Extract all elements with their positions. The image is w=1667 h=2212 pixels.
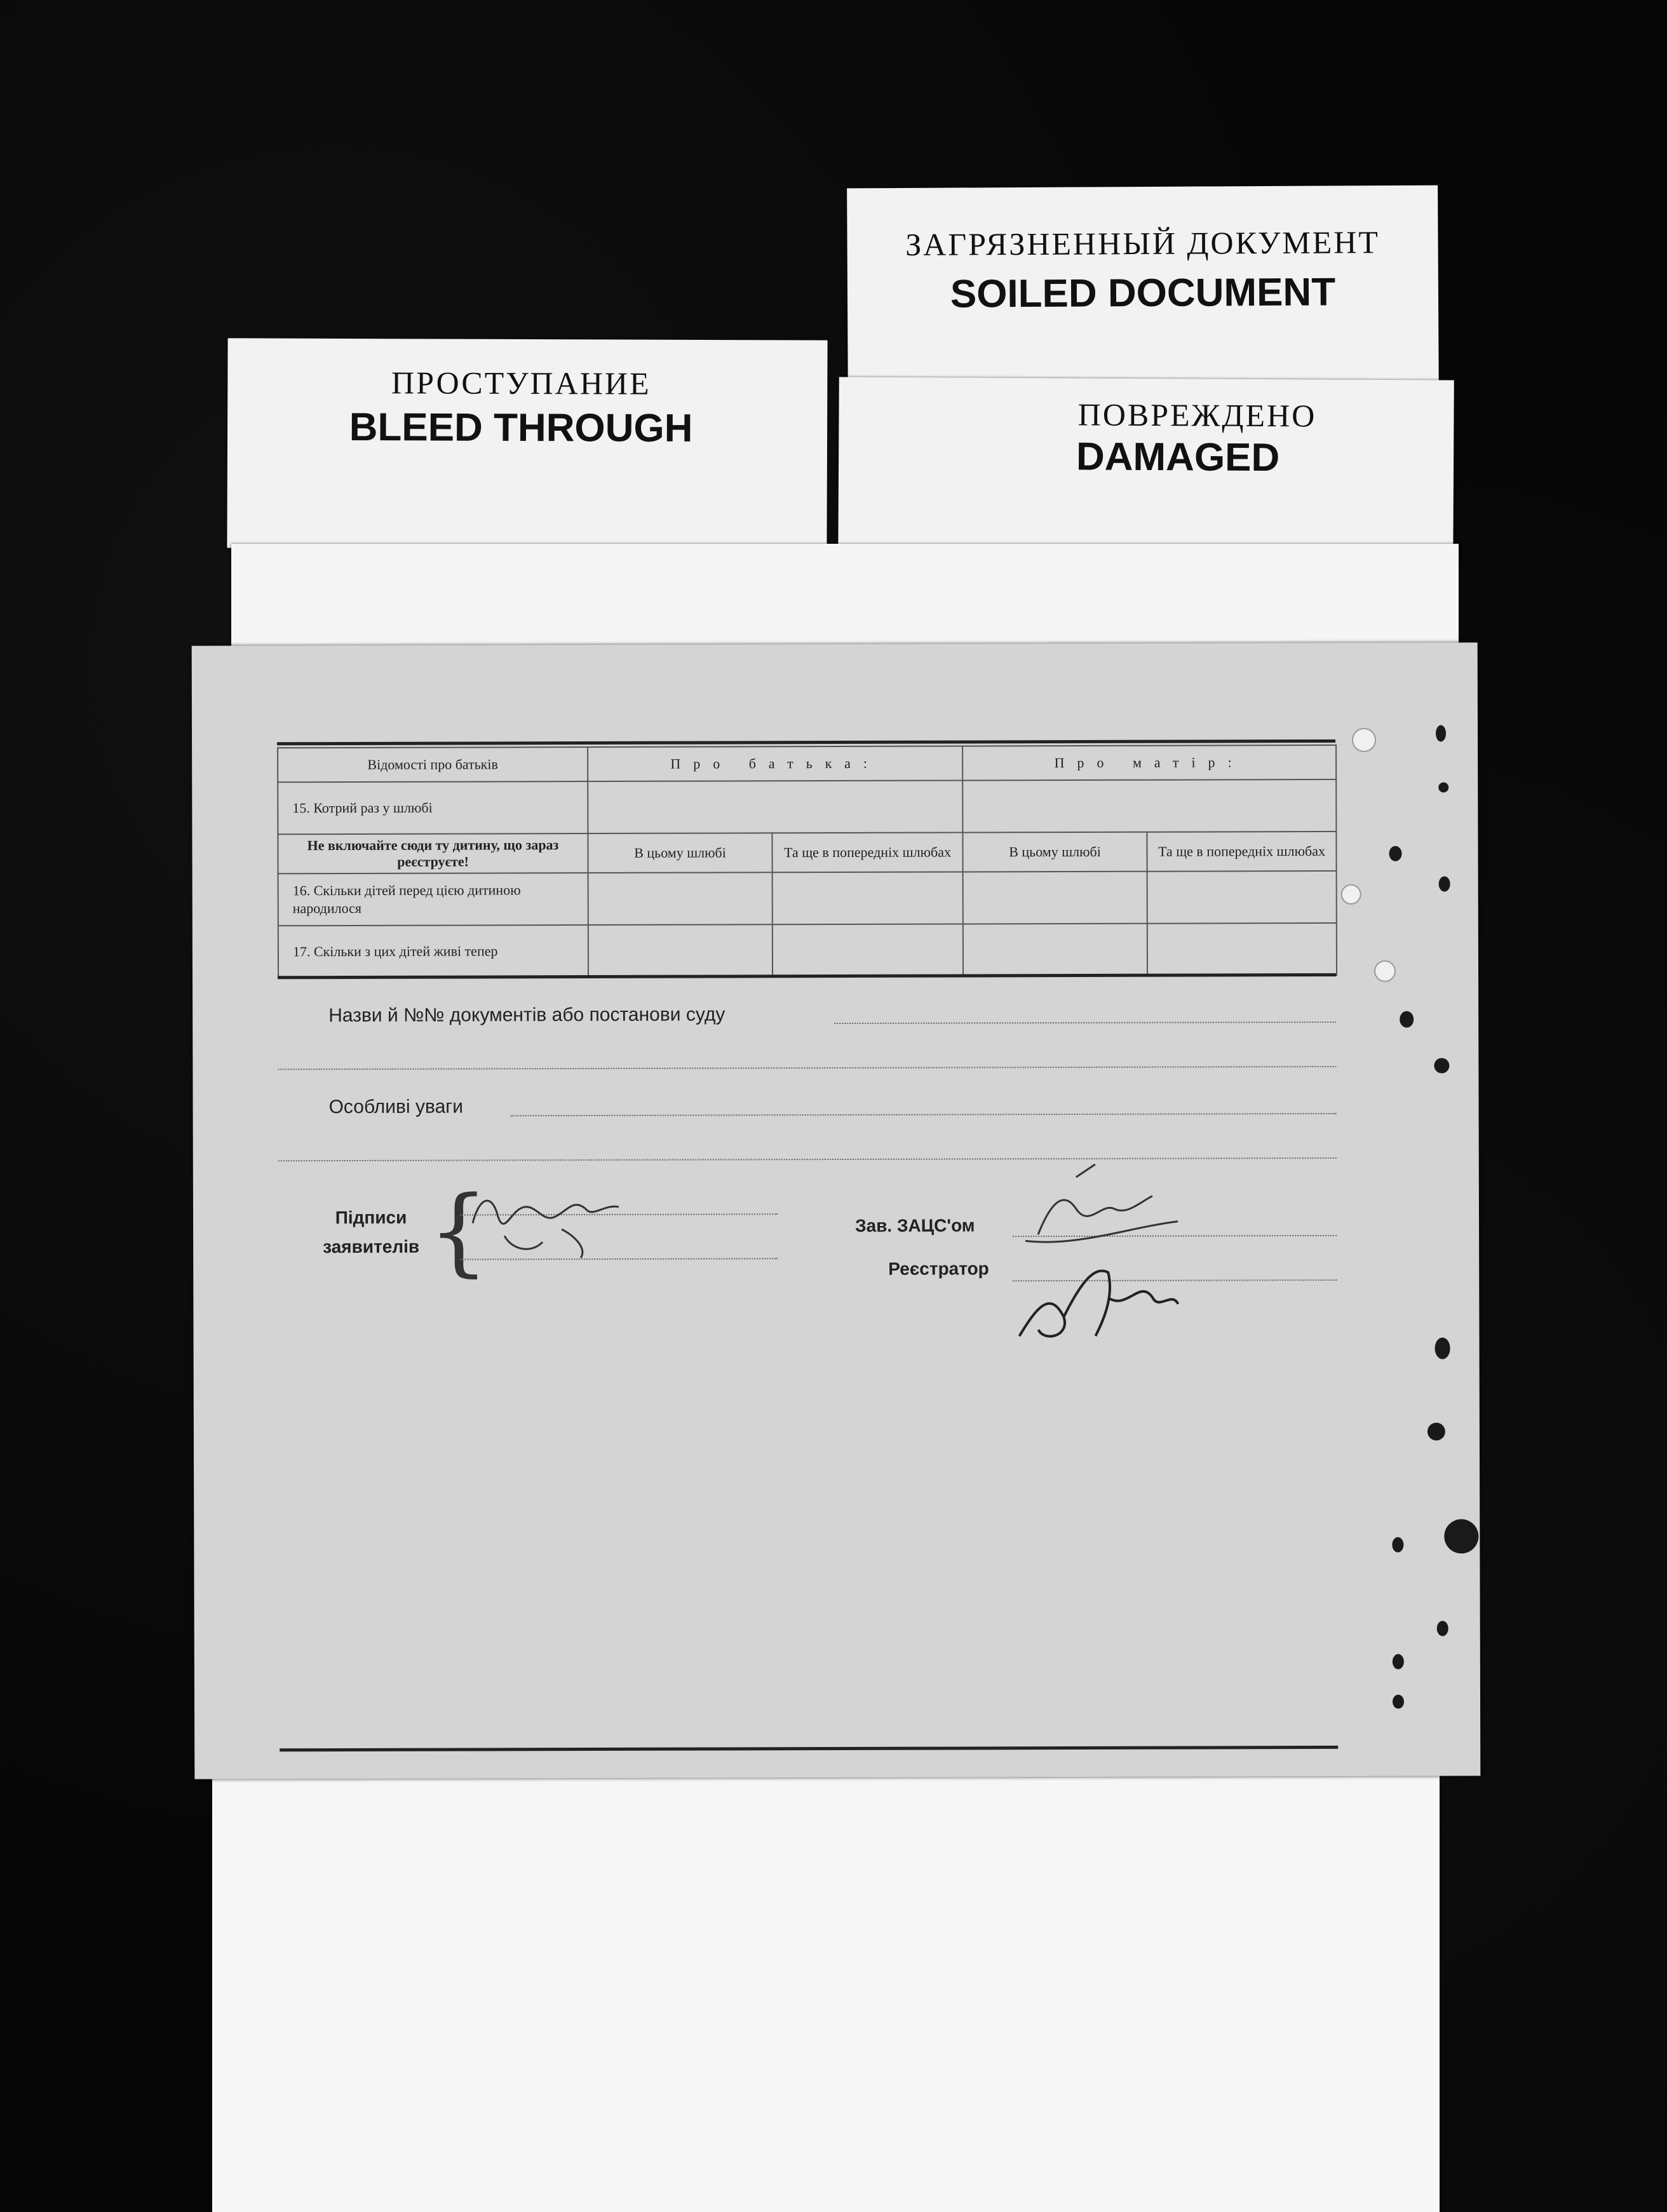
row-17-cell [963, 924, 1147, 976]
punch-hole [1374, 961, 1396, 982]
soiled-en-label: SOILED DOCUMENT [950, 270, 1336, 316]
punch-hole [1393, 1695, 1404, 1709]
punch-hole [1439, 876, 1450, 891]
father-previous-marriages-header: Та ще в попередніх шлюбах [772, 832, 962, 872]
punch-hole [1444, 1519, 1478, 1553]
row-16-cell [963, 872, 1147, 924]
row-17-cell [773, 924, 963, 976]
registrar-label: Реєстратор [888, 1258, 989, 1279]
mother-this-marriage-header: В цьому шлюбі [962, 832, 1147, 872]
documents-dotted-line-2 [278, 1066, 1336, 1070]
row-16-cell [588, 872, 773, 925]
mother-previous-marriages-header: Та ще в попередніх шлюбах [1147, 832, 1336, 872]
row-15-mother-cell [962, 779, 1336, 833]
row-16-cell [1147, 871, 1337, 924]
table-header-row [278, 745, 1336, 782]
remarks-dotted-line [511, 1113, 1337, 1116]
applicant-signature [466, 1172, 670, 1262]
punch-hole [1341, 884, 1361, 905]
bleed-en-label: BLEED THROUGH [349, 405, 693, 450]
remarks-label: Особливі уваги [328, 1096, 464, 1118]
row-16-label: 16. Скільки дітей перед цією дитиною народилося [278, 873, 588, 926]
punch-hole [1434, 1058, 1449, 1073]
damaged-card [838, 377, 1454, 570]
documents-dotted-line [834, 1022, 1336, 1024]
father-this-marriage-header: В цьому шлюбі [588, 833, 772, 873]
exclusion-note: Не включайте сюди ту дитину, що зараз реєструєте! [278, 833, 588, 873]
parents-info-header: Відомості про батьків [278, 747, 588, 782]
bleed-through-card [227, 338, 827, 550]
row-15-father-cell [588, 780, 962, 833]
row-17-cell [1147, 923, 1337, 976]
soiled-document-card [847, 185, 1439, 405]
damaged-ru-label: ПОВРЕЖДЕНО [1077, 396, 1317, 434]
signature-brace: { [428, 1176, 489, 1287]
punch-hole [1393, 1654, 1404, 1669]
punch-hole [1437, 1621, 1448, 1636]
row-17-cell [588, 924, 773, 977]
table-row-17 [278, 923, 1337, 978]
bottom-rule [280, 1746, 1338, 1751]
mother-header: Про матір: [962, 745, 1336, 781]
table-row-16 [278, 871, 1337, 926]
table-row-15 [278, 779, 1336, 834]
punch-hole [1427, 1422, 1445, 1440]
applicants-signatures-label: Підписи заявителів [323, 1207, 420, 1257]
table-subheader-row [278, 832, 1336, 873]
parents-info-table [277, 745, 1337, 978]
punch-hole [1435, 1337, 1450, 1359]
civil-registry-form [192, 642, 1481, 1779]
punch-hole [1352, 728, 1376, 752]
punch-hole [1389, 846, 1401, 861]
father-header: Про батька: [588, 746, 962, 781]
row-17-label: 17. Скільки з цих дітей живі тепер [278, 925, 588, 978]
damaged-en-label: DAMAGED [1076, 435, 1280, 480]
documents-label: Назви й №№ документів або постанови суду [328, 1004, 726, 1027]
punch-hole [1436, 725, 1446, 741]
head-of-registry-label: Зав. ЗАЦС'ом [855, 1215, 975, 1236]
punch-hole [1392, 1537, 1403, 1553]
bleed-ru-label: ПРОСТУПАНИЕ [391, 365, 651, 401]
soiled-ru-label: ЗАГРЯЗНЕННЫЙ ДОКУМЕНТ [905, 224, 1380, 262]
official-signatures [1000, 1151, 1217, 1355]
row-16-cell [773, 872, 963, 924]
punch-hole [1400, 1011, 1414, 1028]
row-15-label: 15. Котрий раз у шлюбі [278, 781, 588, 834]
punch-hole [1438, 782, 1448, 792]
